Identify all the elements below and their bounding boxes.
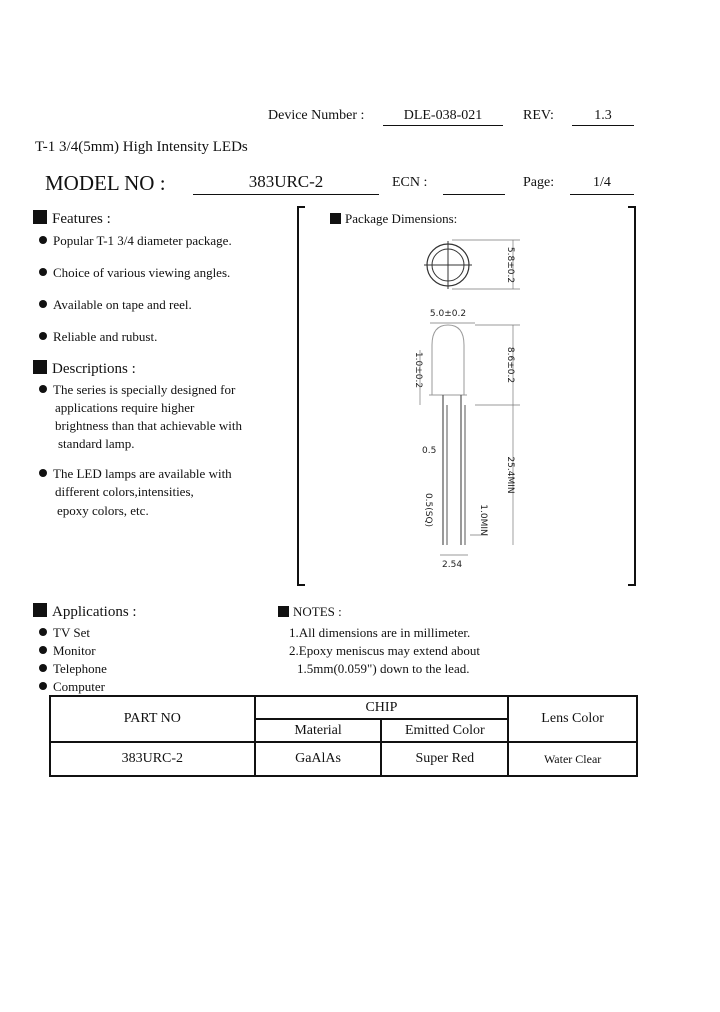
description-item <box>39 382 235 398</box>
square-bullet-icon <box>33 360 47 374</box>
specification-table <box>49 695 638 777</box>
rev-label: REV: <box>523 108 554 123</box>
dot-bullet-icon <box>39 646 47 654</box>
dot-bullet-icon <box>39 664 47 672</box>
description-item <box>39 466 232 482</box>
dot-bullet-icon <box>39 236 47 244</box>
square-bullet-icon <box>33 210 47 224</box>
part-no-header: PART NO <box>50 696 255 742</box>
product-subtitle: T-1 3/4(5mm) High Intensity LEDs <box>35 139 248 155</box>
lead-pitch-dimension: 2.54 <box>442 560 463 570</box>
ecn-value <box>443 175 505 195</box>
page-number: 1/4 <box>570 175 634 195</box>
application-item <box>39 643 96 659</box>
dot-bullet-icon <box>39 682 47 690</box>
description-line: different colors,intensities, <box>55 484 194 499</box>
description-line: applications require higher <box>55 400 195 415</box>
body-length-dimension: 8.6±0.2 <box>505 346 515 384</box>
note-line: 1.5mm(0.059") down to the lead. <box>297 661 470 676</box>
dot-bullet-icon <box>39 469 47 477</box>
square-bullet-icon <box>278 606 289 617</box>
application-text: Telephone <box>53 661 107 676</box>
description-line: standard lamp. <box>58 436 135 451</box>
lead-length-dimension: 25.4MIN <box>505 456 515 494</box>
description-line: The LED lamps are available with <box>53 466 232 481</box>
application-item <box>39 625 90 641</box>
notes-heading <box>278 604 342 620</box>
descriptions-heading <box>33 360 136 378</box>
application-text: Computer <box>53 679 105 694</box>
model-value: 383URC-2 <box>193 172 379 195</box>
feature-text: Reliable and rubust. <box>53 329 158 344</box>
note-line: 2.Epoxy meniscus may extend about <box>289 643 480 658</box>
chip-header: CHIP <box>255 696 509 719</box>
part-no-cell: 383URC-2 <box>50 742 255 776</box>
lead-gap-dimension: 0.5 <box>422 446 437 456</box>
square-bullet-icon <box>330 213 341 224</box>
dot-bullet-icon <box>39 268 47 276</box>
material-header: Material <box>255 719 382 742</box>
feature-item <box>39 265 230 281</box>
lens-color-header: Lens Color <box>508 696 637 742</box>
features-heading <box>33 210 111 228</box>
features-title: Features : <box>52 211 111 227</box>
emitted-color-header: Emitted Color <box>381 719 508 742</box>
dot-bullet-icon <box>39 385 47 393</box>
application-item <box>39 679 105 695</box>
device-number-value: DLE-038-021 <box>383 108 503 126</box>
feature-item <box>39 329 157 345</box>
device-number-label: Device Number : <box>268 108 365 123</box>
descriptions-title: Descriptions : <box>52 361 136 377</box>
lead-square-dimension: 0.5(SQ) <box>423 492 433 528</box>
description-line: The series is specially designed for <box>53 382 236 397</box>
lens-diameter-dimension: 5.0±0.2 <box>429 309 467 319</box>
application-item <box>39 661 107 677</box>
dot-bullet-icon <box>39 332 47 340</box>
lens-color-cell: Water Clear <box>508 742 637 776</box>
note-line: 1.All dimensions are in millimeter. <box>289 625 471 640</box>
led-package-drawing <box>380 225 550 575</box>
feature-item <box>39 297 192 313</box>
application-text: TV Set <box>53 625 90 640</box>
flange-dimension: 5.8±0.2 <box>505 246 515 284</box>
application-text: Monitor <box>53 643 96 658</box>
material-cell: GaAlAs <box>255 742 382 776</box>
emitted-color-cell: Super Red <box>381 742 508 776</box>
model-label: MODEL NO : <box>45 171 166 195</box>
lead-width-dimension: 1.0MIN <box>478 504 488 536</box>
lens-body-outline <box>432 325 464 395</box>
feature-text: Available on tape and reel. <box>53 297 192 312</box>
description-line: brightness than that achievable with <box>55 418 243 433</box>
feature-text: Choice of various viewing angles. <box>53 265 231 280</box>
dot-bullet-icon <box>39 628 47 636</box>
dot-bullet-icon <box>39 300 47 308</box>
square-bullet-icon <box>33 603 47 617</box>
feature-text: Popular T-1 3/4 diameter package. <box>53 233 232 248</box>
applications-title: Applications : <box>52 604 137 620</box>
ecn-label: ECN : <box>392 175 428 190</box>
feature-item <box>39 233 232 249</box>
package-dimensions-title: Package Dimensions: <box>345 211 458 226</box>
applications-heading <box>33 603 137 621</box>
flange-height-dimension: 1.0±0.2 <box>413 351 423 389</box>
description-line: epoxy colors, etc. <box>57 503 149 518</box>
rev-value: 1.3 <box>572 108 634 126</box>
page-label: Page: <box>523 175 555 190</box>
notes-title: NOTES : <box>293 604 342 619</box>
